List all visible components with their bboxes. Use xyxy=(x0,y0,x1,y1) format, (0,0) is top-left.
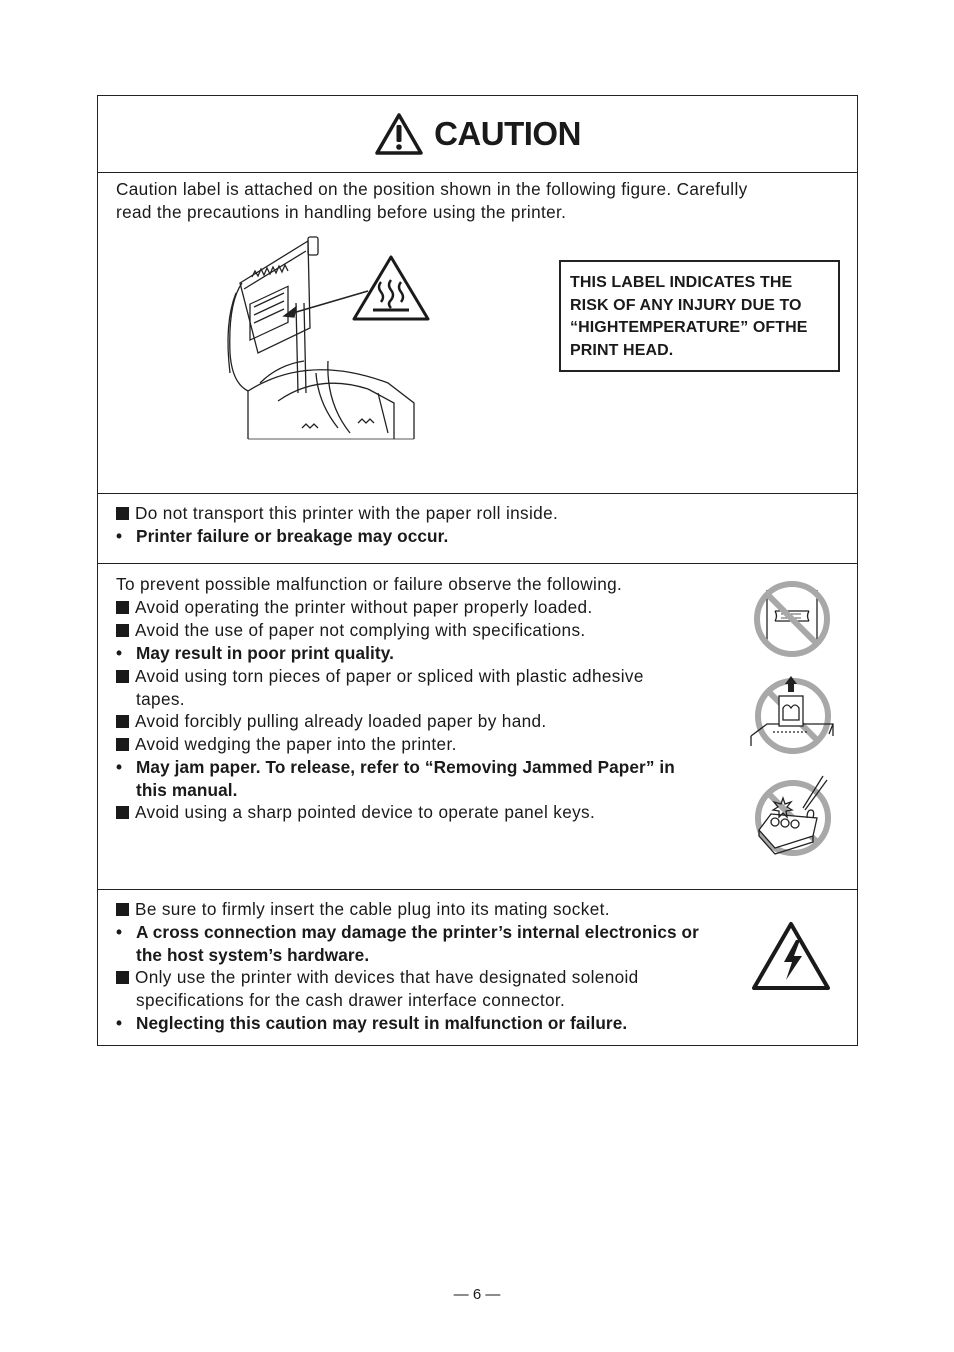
list-item: Avoid wedging the paper into the printer. xyxy=(116,733,457,756)
electric-shock-icon xyxy=(750,920,832,992)
note-item: • May jam paper. To release, refer to “Removing Jammed Paper” in xyxy=(116,757,675,777)
note-item: • A cross connection may damage the printer’s internal electronics or xyxy=(116,922,699,942)
list-item: Avoid using a sharp pointed device to operate panel keys. xyxy=(116,801,595,824)
label-line-4: PRINT HEAD. xyxy=(570,341,674,359)
hot-label-notice xyxy=(559,260,840,372)
note-item-continued: the host system’s hardware. xyxy=(136,945,370,965)
square-bullet-icon xyxy=(116,624,129,637)
no-pulling-paper-icon xyxy=(749,674,839,758)
square-bullet-icon xyxy=(116,715,129,728)
square-bullet-icon xyxy=(116,738,129,751)
paper-section xyxy=(98,563,857,889)
square-bullet-icon xyxy=(116,971,129,984)
note-item: • Printer failure or breakage may occur. xyxy=(116,526,449,546)
warning-triangle-icon xyxy=(374,112,424,156)
list-item: Avoid operating the printer without paper properly loaded. xyxy=(116,596,593,619)
list-item: Do not transport this printer with the paper roll inside. xyxy=(116,502,558,525)
square-bullet-icon xyxy=(116,670,129,683)
list-item: Avoid using torn pieces of paper or spliced with plastic adhesive xyxy=(116,665,724,688)
cable-section xyxy=(98,889,857,1045)
list-item-continued: specifications for the cash drawer interface connector. xyxy=(136,990,566,1010)
intro-line-1: Caution label is attached on the position shown in the following figure. Carefully xyxy=(116,179,748,199)
list-item-continued: tapes. xyxy=(136,689,185,709)
no-sharp-device-icon xyxy=(753,774,835,858)
page-number: — 6 — xyxy=(453,1286,501,1303)
caution-box xyxy=(97,95,858,1046)
square-bullet-icon xyxy=(116,903,129,916)
intro-line-2: read the precautions in handling before using the printer. xyxy=(116,202,567,222)
label-section xyxy=(98,172,857,493)
transport-section xyxy=(98,493,857,563)
label-line-1: THIS LABEL INDICATES THE xyxy=(570,274,793,291)
square-bullet-icon xyxy=(116,601,129,614)
list-item: Avoid forcibly pulling already loaded paper by hand. xyxy=(116,710,547,733)
label-line-3: “HIGHTEMPERATURE” OFTHE xyxy=(570,319,808,336)
caution-header xyxy=(98,96,857,172)
list-item: Only use the printer with devices that have designated solenoid xyxy=(116,966,724,989)
list-item: Be sure to firmly insert the cable plug into its mating socket. xyxy=(116,898,610,921)
section-intro: To prevent possible malfunction or failure observe the following. xyxy=(116,574,623,594)
square-bullet-icon xyxy=(116,806,129,819)
no-spliced-paper-icon xyxy=(751,578,833,660)
note-item: • Neglecting this caution may result in malfunction or failure. xyxy=(116,1013,628,1033)
hot-surface-icon xyxy=(351,254,431,322)
note-item: • May result in poor print quality. xyxy=(116,643,394,663)
list-item: Avoid the use of paper not complying with specifications. xyxy=(116,619,586,642)
page-title: CAUTION xyxy=(434,115,581,152)
square-bullet-icon xyxy=(116,507,129,520)
note-item-continued: this manual. xyxy=(136,780,238,800)
label-line-2: RISK OF ANY INJURY DUE TO xyxy=(570,296,802,314)
